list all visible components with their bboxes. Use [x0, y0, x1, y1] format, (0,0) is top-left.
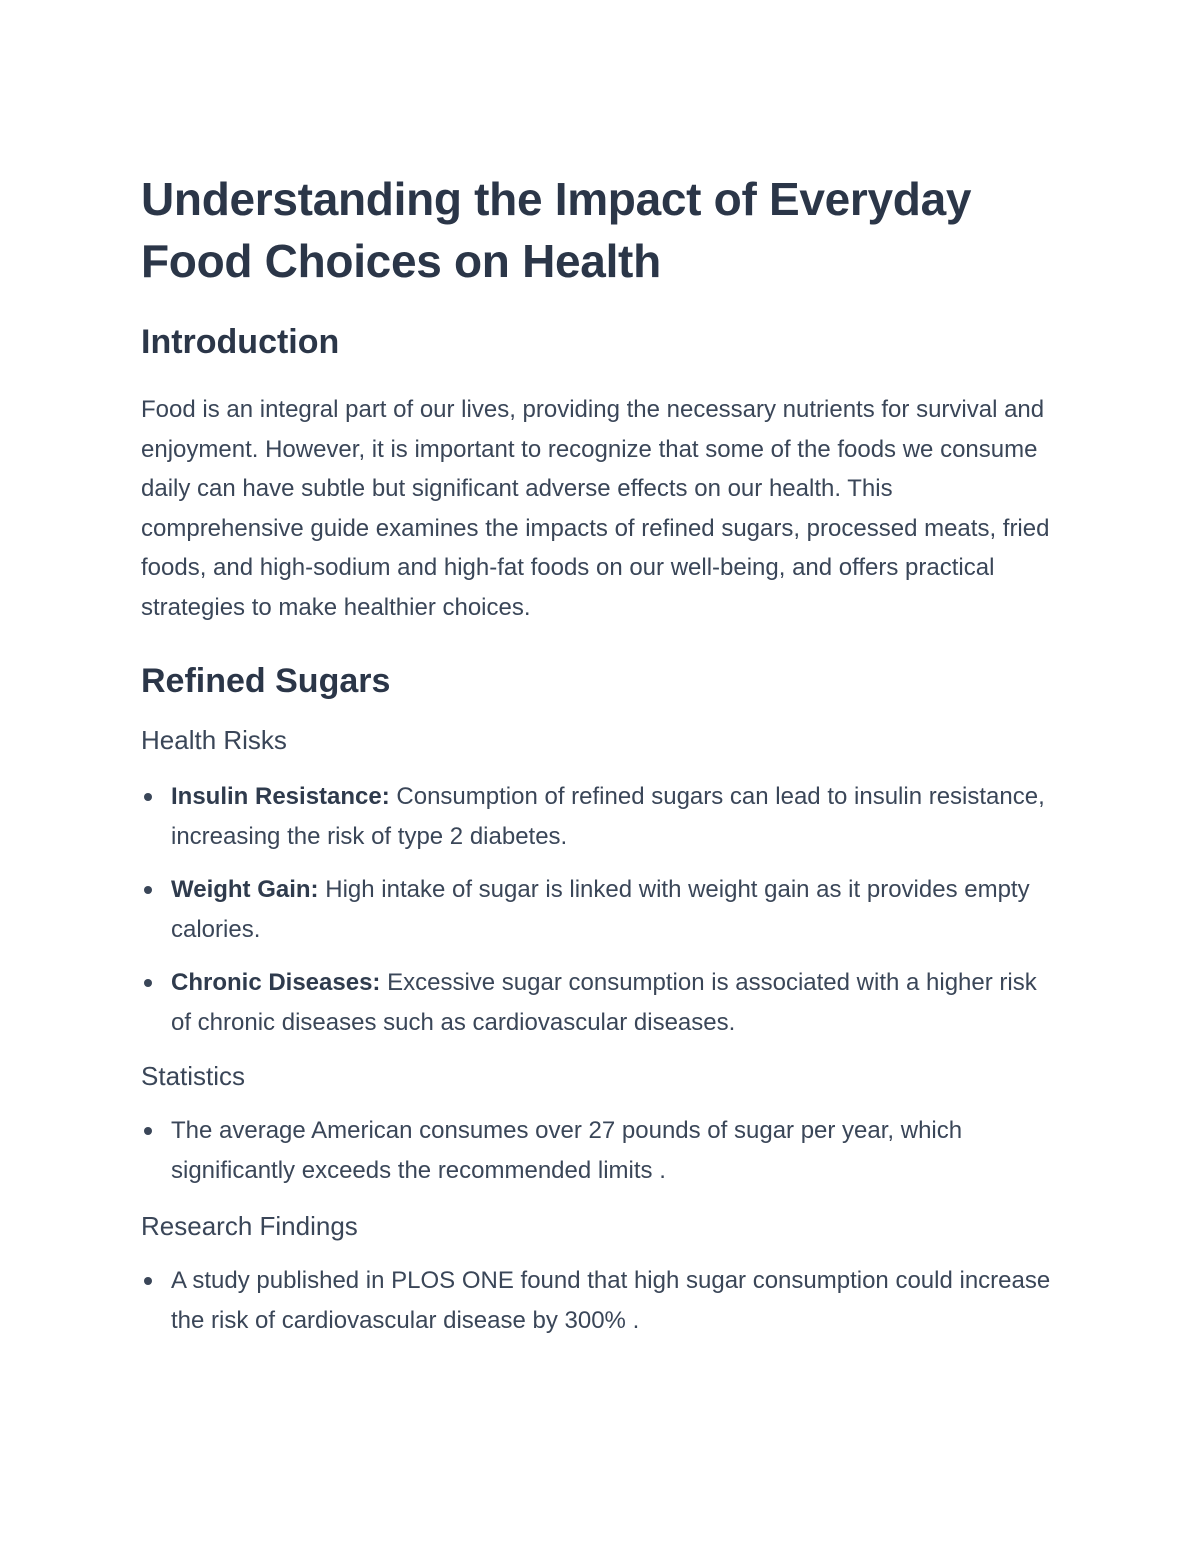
health-risks-list — [141, 777, 1061, 1043]
document-page — [141, 168, 1061, 1341]
bullet-icon — [144, 1127, 152, 1135]
statistics-list — [141, 1111, 1061, 1191]
document-title: Understanding the Impact of Everyday Food Choices on Health — [141, 173, 972, 287]
list-item-text: Excessive sugar consumption is associated with a higher risk of chronic diseases such as cardiovascular diseases. — [171, 969, 1037, 1036]
list-item-label: Insulin Resistance: — [171, 783, 390, 810]
bullet-icon — [144, 793, 152, 801]
refined-sugars-heading: Refined Sugars — [141, 662, 391, 700]
research-findings-list — [141, 1261, 1061, 1341]
list-item — [141, 963, 1061, 1043]
list-item — [141, 1111, 1061, 1191]
list-item — [141, 870, 1061, 950]
list-item-label: Chronic Diseases: — [171, 969, 381, 996]
list-item-text: High intake of sugar is linked with weight gain as it provides empty calories. — [171, 876, 1030, 943]
bullet-icon — [144, 979, 152, 987]
list-item — [141, 1261, 1061, 1341]
research-findings-heading: Research Findings — [141, 1211, 358, 1241]
introduction-heading: Introduction — [141, 323, 340, 361]
list-item-text: Consumption of refined sugars can lead to insulin resistance, increasing the risk of type 2 diabetes. — [171, 783, 1045, 850]
statistics-heading: Statistics — [141, 1061, 246, 1091]
health-risks-heading: Health Risks — [141, 725, 287, 755]
introduction-paragraph: Food is an integral part of our lives, providing the necessary nutrients for survival and enjoyment. However, it is important to recognize that some of the foods we consume daily can have subtle but significant adverse effects on our health. This comprehensive guide examines the impacts of refined sugars, processed meats, fried foods, and high-sodium and high-fat foods on our well-being, and offers practical strategies to make healthier choices. — [141, 396, 1050, 621]
list-item-label: Weight Gain: — [171, 876, 319, 903]
list-item — [141, 777, 1061, 857]
bullet-icon — [144, 886, 152, 894]
list-item-text: The average American consumes over 27 pounds of sugar per year, which significantly exceeds the recommended limits . — [171, 1117, 963, 1184]
bullet-icon — [144, 1277, 152, 1285]
list-item-text: A study published in PLOS ONE found that high sugar consumption could increase the risk of cardiovascular disease by 300% . — [171, 1267, 1051, 1334]
